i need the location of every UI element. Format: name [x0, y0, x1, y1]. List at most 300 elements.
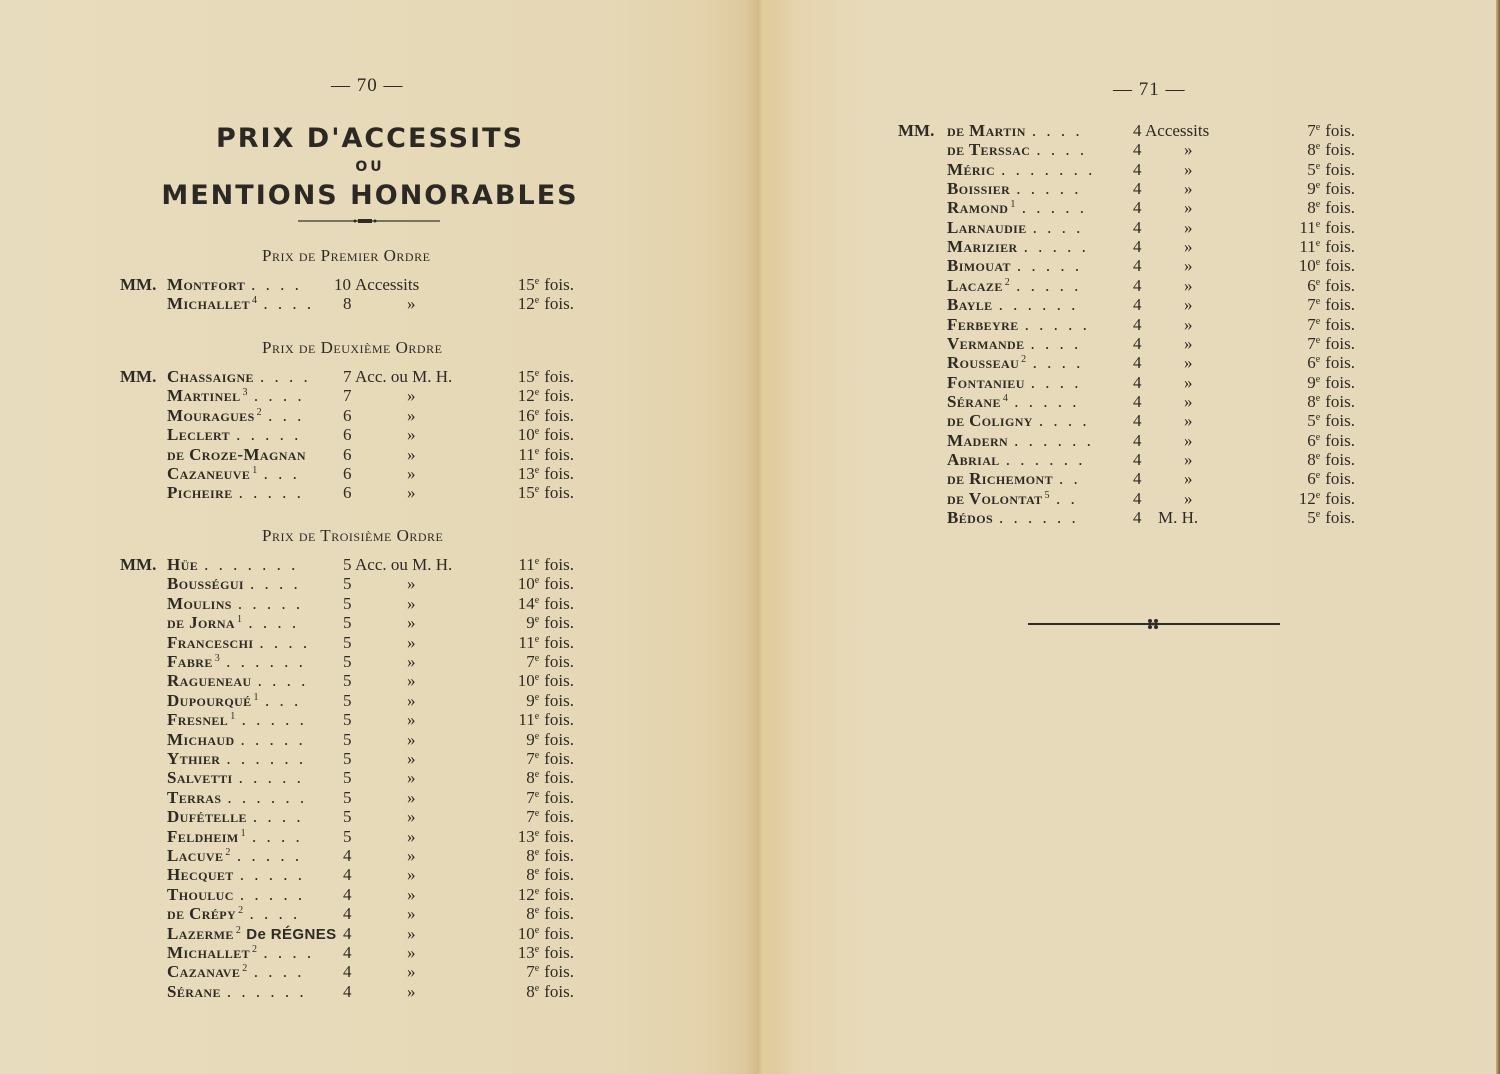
fois-word: fois. [544, 962, 574, 982]
list-row [0, 574, 757, 594]
times-count [518, 275, 574, 295]
student-name [167, 275, 302, 295]
fois-word: fois. [544, 483, 574, 503]
list-row [0, 788, 757, 808]
fois-word: fois. [544, 425, 574, 445]
fois-word: fois. [1325, 430, 1355, 450]
ditto-mark: » [407, 386, 416, 406]
ditto-mark: » [1184, 391, 1193, 411]
times-count [1307, 179, 1355, 199]
title-line-1: PRIX D'ACCESSITS [215, 123, 525, 154]
accessit-count: 6 [343, 425, 352, 445]
name-text: Vermande [947, 333, 1025, 353]
list-row [0, 962, 757, 982]
accessit-count: 4 [1133, 372, 1142, 392]
name-text: Bayle [947, 295, 993, 315]
list-row [0, 749, 757, 769]
fois-word: fois. [544, 884, 574, 904]
ordinal-suffix: e [534, 653, 540, 664]
leader-dots: . . . . . . [998, 295, 1079, 315]
accessit-count: 6 [343, 464, 352, 483]
times-count [518, 671, 574, 691]
fois-word: fois. [544, 768, 574, 788]
leader-dots: . . . . . [240, 729, 306, 749]
ordinal-number: 11 [518, 444, 535, 464]
ordinal-number: 7 [526, 962, 535, 982]
name-text: Mouragues [167, 405, 255, 425]
name-text: Moulins [167, 593, 232, 613]
ordinal-number: 7 [1307, 295, 1316, 315]
fois-word: fois. [544, 807, 574, 827]
list-row [0, 594, 757, 614]
name-text: Rousseau [947, 353, 1020, 373]
ordinal-number: 6 [1307, 430, 1316, 450]
accessit-count: 8 [343, 294, 352, 314]
fois-word: fois. [544, 749, 574, 768]
name-text: Hecquet [167, 865, 234, 885]
accessit-count: 4 [343, 962, 352, 982]
accessit-count: 4 [343, 884, 352, 904]
ordinal-number: 8 [1307, 449, 1316, 469]
accessit-count: 4 [1133, 140, 1142, 160]
accessit-count: 7 [343, 386, 352, 406]
times-count [518, 924, 574, 944]
ordinal-number: 8 [1307, 140, 1316, 160]
student-name [947, 198, 1087, 218]
fois-word: fois. [544, 386, 574, 406]
ordinal-number: 8 [1307, 198, 1316, 218]
accessit-count: 6 [343, 405, 352, 425]
leader-dots: . . . . [253, 962, 305, 982]
leader-dots: . . . . . [1016, 179, 1082, 199]
page-edge [1496, 0, 1500, 1074]
leader-dots: . . . . . . [999, 508, 1079, 527]
ordinal-suffix: e [534, 885, 540, 897]
footnote-marker: 2 [256, 406, 263, 418]
accessit-count: 4 [1133, 430, 1142, 450]
list-row [0, 846, 757, 866]
leader-dots: . . . . [259, 367, 311, 386]
leader-dots: . . . . . [237, 593, 304, 613]
student-name [167, 962, 304, 982]
accessit-count: 4 [1133, 314, 1142, 334]
accessit-count: 5 [343, 710, 352, 730]
ordinal-number: 13 [517, 943, 535, 962]
fois-word: fois. [1325, 179, 1355, 199]
student-name [167, 924, 337, 944]
student-name [947, 218, 1083, 238]
student-name [947, 315, 1090, 335]
list-row [757, 179, 1500, 199]
ditto-mark: » [1184, 140, 1193, 160]
times-count [526, 865, 574, 885]
accessit-count: 4 [1133, 353, 1142, 373]
times-count [1307, 373, 1355, 393]
ordinal-number: 9 [526, 729, 535, 749]
name-text: Fresnel [167, 710, 229, 730]
name-text: de Martin [947, 121, 1026, 140]
ditto-mark: » [407, 710, 416, 730]
ordinal-number: 15 [517, 483, 535, 503]
fois-word: fois. [544, 943, 574, 962]
times-count [526, 982, 574, 1002]
fois-word: fois. [544, 846, 574, 865]
name-text: Thouluc [167, 884, 234, 904]
leader-dots: . . . . . [1016, 256, 1083, 276]
leader-dots: . . . . . [238, 768, 304, 788]
ordinal-suffix: e [534, 847, 540, 858]
name-text: Martinel [167, 386, 241, 406]
accessit-count: 5 [343, 749, 352, 768]
list-row [0, 982, 757, 1002]
accessit-count: 4 [1133, 256, 1142, 276]
name-text: Dufételle [167, 807, 247, 827]
student-name [167, 594, 303, 614]
fois-word: fois. [544, 652, 574, 671]
student-name [947, 411, 1090, 431]
accessit-count: 4 [1133, 295, 1142, 315]
ordinal-suffix: e [1315, 199, 1321, 211]
student-name [167, 865, 305, 885]
times-count [518, 574, 574, 594]
name-text: Terras [167, 787, 222, 807]
name-text: Marizier [947, 237, 1018, 257]
list-row [757, 508, 1500, 528]
fois-word: fois. [1325, 275, 1355, 295]
leader-dots: . . . . [252, 807, 304, 827]
ordinal-number: 8 [526, 981, 535, 1001]
ordinal-number: 6 [1307, 353, 1316, 373]
leader-dots: . . . . [248, 613, 300, 633]
fois-word: fois. [1325, 159, 1355, 179]
title-ornament-rule [298, 216, 440, 226]
accessit-count: 4 [1133, 275, 1142, 295]
name-text: de Croze-Magnan [167, 444, 306, 464]
ordinal-number: 10 [1298, 256, 1316, 276]
fois-word: fois. [544, 671, 574, 691]
student-name [947, 295, 1078, 315]
accessit-count: 4 [343, 846, 352, 865]
fois-word: fois. [1325, 372, 1355, 392]
fois-word: fois. [544, 367, 574, 386]
ordinal-suffix: e [1315, 238, 1321, 250]
ordinal-suffix: e [1315, 315, 1321, 327]
ordinal-number: 10 [517, 923, 535, 943]
ordinal-number: 14 [517, 593, 535, 613]
ordinal-number: 11 [518, 555, 535, 574]
times-count [1307, 469, 1355, 489]
times-count [518, 885, 574, 905]
name-text: Chassaigne [167, 367, 254, 386]
ordinal-suffix: e [534, 711, 540, 723]
accessit-count: 5 [343, 574, 352, 594]
times-count [526, 788, 574, 808]
student-name [947, 179, 1081, 199]
student-name [947, 469, 1081, 489]
section-heading-deuxieme-ordre: Prix de Deuxième Ordre [262, 338, 443, 357]
list-row [0, 827, 757, 847]
ditto-mark: » [1184, 314, 1193, 334]
ditto-mark: » [407, 981, 416, 1001]
student-name [167, 943, 314, 963]
accessit-count: 5 [343, 632, 352, 652]
student-name [167, 425, 301, 445]
ordinal-suffix: e [534, 924, 540, 936]
fois-word: fois. [1325, 198, 1355, 218]
ditto-mark: » [1184, 179, 1193, 199]
list-row [0, 885, 757, 905]
name-addendum: De RÉGNES [246, 925, 337, 943]
ditto-mark: » [407, 749, 416, 768]
fois-word: fois. [544, 613, 574, 633]
ordinal-number: 7 [526, 652, 535, 671]
times-count [1307, 411, 1355, 431]
fois-word: fois. [544, 632, 574, 652]
footnote-marker: 3 [214, 653, 221, 664]
times-count [518, 827, 574, 847]
footnote-marker: 2 [238, 905, 244, 917]
list-row [0, 555, 757, 575]
list-row [757, 218, 1500, 238]
ordinal-suffix: e [534, 808, 540, 820]
ordinal-suffix: e [534, 484, 540, 496]
leader-dots: . . . . . [239, 884, 306, 904]
leader-dots: . . . . [252, 826, 303, 846]
leader-dots: . . . . . . [226, 749, 307, 768]
name-text: Bousségui [167, 574, 244, 594]
name-text: Leclert [167, 425, 231, 445]
honorific-prefix: MM. [120, 555, 157, 574]
honorific-prefix: MM. [898, 121, 935, 140]
ordinal-suffix: e [534, 276, 540, 287]
ordinal-number: 7 [526, 787, 535, 807]
accessit-count: 4 [1133, 508, 1142, 527]
ordinal-number: 15 [517, 367, 535, 386]
leader-dots: . . . . . [1016, 275, 1082, 295]
ordinal-suffix: e [1315, 470, 1321, 482]
times-count [1307, 450, 1355, 470]
name-text: Fabre [167, 652, 213, 671]
accessit-count: 6 [343, 444, 352, 464]
accessit-count: 4 [343, 904, 352, 924]
ordinal-number: 8 [526, 865, 535, 885]
name-text: Ragueneau [167, 671, 252, 691]
award-unit: M. H. [1158, 508, 1199, 527]
student-name [947, 276, 1081, 296]
fois-word: fois. [544, 690, 574, 710]
ordinal-suffix: e [534, 672, 540, 684]
fois-word: fois. [544, 405, 574, 425]
ordinal-suffix: e [1315, 450, 1321, 462]
leader-dots: . . . . [1030, 333, 1082, 353]
ordinal-number: 10 [517, 425, 535, 445]
name-text: de Richemont [947, 469, 1054, 489]
name-text: Picheire [167, 483, 233, 503]
ordinal-number: 11 [1299, 217, 1316, 237]
fois-word: fois. [544, 275, 574, 294]
ditto-mark: » [407, 425, 416, 445]
ditto-mark: » [1184, 488, 1193, 508]
student-name [167, 613, 299, 633]
name-text: Sérane [167, 981, 221, 1001]
accessit-count: 4 [1133, 333, 1142, 353]
accessit-count: 6 [343, 483, 352, 503]
ordinal-suffix: e [534, 445, 540, 457]
list-row [757, 469, 1500, 489]
student-name [947, 450, 1085, 470]
name-text: Dupourqué [167, 690, 252, 710]
accessit-count: 4 [343, 865, 352, 885]
ordinal-number: 5 [1307, 159, 1316, 179]
leader-dots: . . . . . . [226, 652, 306, 671]
accessit-count: 5 [343, 671, 352, 691]
ditto-mark: » [1184, 430, 1193, 450]
accessit-count: 5 [343, 826, 352, 846]
leader-dots: . . . [263, 464, 300, 483]
end-ornament-rule [1028, 617, 1280, 631]
ordinal-number: 6 [1307, 275, 1316, 295]
student-name [947, 334, 1081, 354]
times-count [518, 555, 574, 575]
ordinal-suffix: e [534, 866, 540, 878]
ditto-mark: » [407, 923, 416, 943]
accessit-count: 4 [1133, 449, 1142, 469]
list-row [757, 160, 1500, 180]
ordinal-number: 5 [1307, 411, 1316, 431]
name-text: de Crépy [167, 904, 237, 924]
fois-word: fois. [1325, 295, 1355, 315]
leader-dots: . . . . . [1014, 391, 1080, 411]
fois-word: fois. [1325, 333, 1355, 353]
ditto-mark: » [407, 884, 416, 904]
footnote-marker: 1 [252, 465, 258, 476]
footnote-marker: 2 [1004, 276, 1011, 288]
accessit-count: 5 [343, 593, 352, 613]
ordinal-suffix: e [534, 594, 540, 606]
ditto-mark: » [1184, 411, 1193, 431]
times-count [518, 594, 574, 614]
times-count [1307, 295, 1355, 315]
name-text: Ramond [947, 198, 1009, 218]
ditto-mark: » [407, 807, 416, 827]
times-count [526, 652, 574, 672]
leader-dots: . . . . [1030, 372, 1082, 392]
leader-dots: . . . . [257, 671, 309, 691]
accessit-count: 4 [1133, 391, 1142, 411]
ordinal-suffix: e [534, 691, 540, 703]
name-text: Méric [947, 159, 996, 179]
times-count [518, 294, 574, 314]
list-row [0, 691, 757, 711]
student-name [167, 807, 304, 827]
fois-word: fois. [544, 826, 574, 846]
student-name [947, 373, 1082, 393]
student-name [167, 464, 300, 484]
ordinal-number: 7 [1307, 121, 1316, 140]
student-name [167, 483, 304, 503]
ordinal-number: 12 [517, 294, 535, 314]
list-row [0, 445, 757, 465]
ordinal-suffix: e [1315, 122, 1321, 133]
ordinal-suffix: e [1315, 412, 1321, 424]
leader-dots: . . . . [251, 275, 302, 294]
leader-dots: . . . . . [239, 865, 305, 885]
times-count [518, 445, 574, 465]
name-text: Franceschi [167, 632, 254, 652]
footnote-marker: 4 [1002, 392, 1009, 404]
leader-dots: . . . . . . . [204, 555, 299, 574]
list-row [757, 121, 1500, 141]
ordinal-number: 7 [526, 749, 535, 768]
leader-dots: . . . . [263, 943, 315, 962]
name-text: Michaud [167, 729, 235, 749]
footnote-marker: 1 [230, 711, 236, 723]
fois-word: fois. [544, 729, 574, 749]
fois-word: fois. [544, 865, 574, 885]
ditto-mark: » [1184, 449, 1193, 469]
list-row [0, 386, 757, 406]
name-text: Cazaneuve [167, 464, 251, 483]
ditto-mark: » [407, 574, 416, 594]
list-row [0, 671, 757, 691]
list-row [0, 464, 757, 484]
student-name [947, 489, 1078, 509]
ordinal-suffix: e [1315, 373, 1321, 385]
ditto-mark: » [407, 671, 416, 691]
student-name [947, 392, 1080, 412]
name-text: Lazerme [167, 923, 234, 943]
times-count [518, 483, 574, 503]
fois-word: fois. [1325, 508, 1355, 527]
footnote-marker: 2 [225, 847, 231, 858]
list-row [757, 237, 1500, 257]
name-text: Larnaudie [947, 217, 1027, 237]
leader-dots: . . [1055, 488, 1078, 508]
student-name [947, 160, 1095, 180]
student-name [947, 431, 1094, 451]
times-count [526, 730, 574, 750]
leader-dots: . . . . . [236, 846, 303, 865]
leader-dots: . . . . [249, 574, 301, 594]
fois-word: fois. [544, 574, 574, 594]
list-row [0, 807, 757, 827]
leader-dots: . . . . . [241, 710, 307, 730]
ordinal-suffix: e [1315, 392, 1321, 404]
ordinal-suffix: e [1315, 296, 1321, 308]
fois-word: fois. [1325, 469, 1355, 489]
times-count [1307, 334, 1355, 354]
ditto-mark: » [407, 652, 416, 671]
ditto-mark: » [1184, 198, 1193, 218]
leader-dots: . . . . [263, 294, 315, 314]
times-count [518, 633, 574, 653]
ordinal-suffix: e [1315, 218, 1321, 230]
name-text: Salvetti [167, 768, 233, 788]
ditto-mark: » [1184, 295, 1193, 315]
list-row [0, 275, 757, 295]
leader-dots: . . . . . [1021, 198, 1087, 218]
name-text: Ferbeyre [947, 314, 1019, 334]
student-name [167, 367, 311, 387]
ordinal-suffix: e [1315, 354, 1321, 366]
times-count [518, 367, 574, 387]
section-heading-premier-ordre: Prix de Premier Ordre [262, 246, 431, 265]
ordinal-suffix: e [1315, 141, 1321, 153]
student-name [167, 827, 303, 847]
ordinal-suffix: e [534, 730, 540, 742]
times-count [518, 710, 574, 730]
ordinal-number: 15 [517, 275, 535, 294]
